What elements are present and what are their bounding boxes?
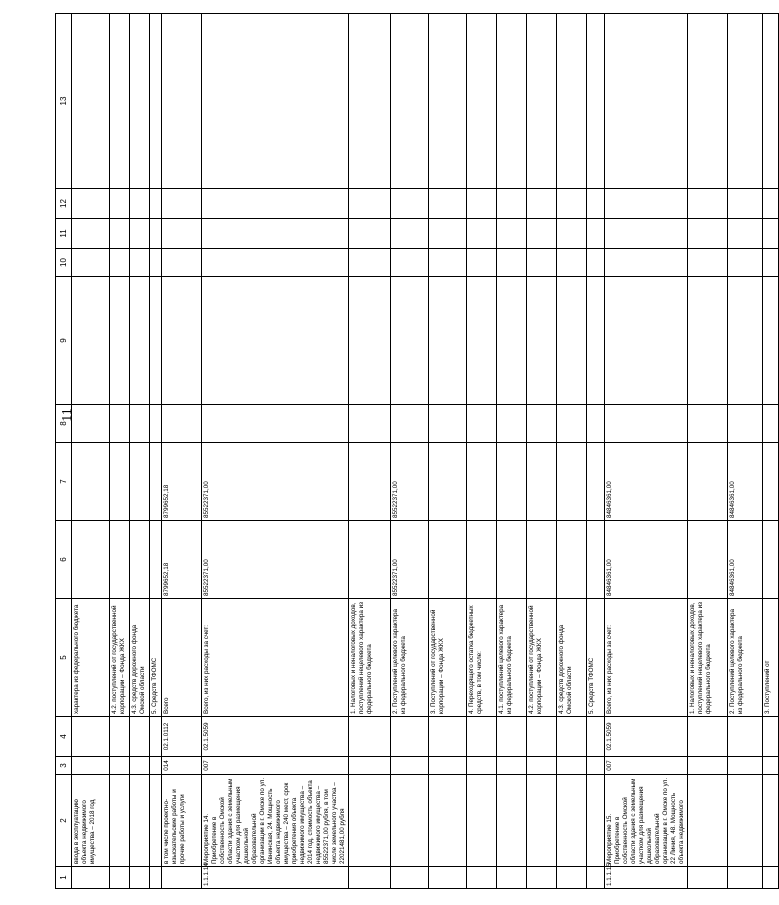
cell-col-1 — [429, 867, 467, 889]
cell-col-7 — [688, 443, 728, 521]
table-row — [688, 14, 728, 889]
cell-col-5: Всего, из них расходы за счет: — [605, 599, 688, 717]
table-row — [467, 14, 497, 889]
cell-col-7: 85522371,00 — [391, 443, 429, 521]
cell-col-2: Мероприятие 15. Приобретение в собственность Омской области здания с земельным участком для размещения дошкольной образовательной организации в г. Омске по ул. 22 Линия, 48. Мощность объекта недвижимого — [605, 775, 688, 867]
cell-col-2 — [130, 775, 150, 867]
cell-col-11 — [728, 219, 763, 249]
cell-col-3: 014 — [162, 757, 202, 775]
table-row — [728, 14, 763, 889]
cell-col-2 — [527, 775, 557, 867]
cell-col-6 — [429, 521, 467, 599]
cell-col-3 — [130, 757, 150, 775]
cell-col-13 — [688, 14, 728, 189]
cell-col-5: 2. Поступлений целевого характера из федерального бюджета — [728, 599, 763, 717]
cell-col-10 — [467, 249, 497, 277]
cell-col-3 — [72, 757, 110, 775]
cell-col-1 — [728, 867, 763, 889]
cell-col-5: Всего, из них расходы за счет: — [202, 599, 349, 717]
cell-col-2 — [349, 775, 391, 867]
cell-col-8 — [467, 405, 497, 443]
cell-col-4 — [467, 717, 497, 757]
cell-col-3: 007 — [605, 757, 688, 775]
cell-col-13 — [557, 14, 587, 189]
cell-col-8 — [497, 405, 527, 443]
cell-col-9 — [557, 277, 587, 405]
cell-col-7: 84846361,00 — [605, 443, 688, 521]
cell-col-6 — [497, 521, 527, 599]
cell-col-11 — [527, 219, 557, 249]
cell-col-9 — [728, 277, 763, 405]
cell-col-4: 02.1.5059 — [605, 717, 688, 757]
cell-col-5: 3. Поступлений от государственной корпорации – Фонда ЖКХ — [429, 599, 467, 717]
cell-col-12 — [391, 189, 429, 219]
column-number-7: 7 — [56, 443, 72, 521]
column-number-5: 5 — [56, 599, 72, 717]
cell-col-11 — [391, 219, 429, 249]
cell-col-4 — [429, 717, 467, 757]
cell-col-2 — [763, 775, 779, 867]
cell-col-1 — [688, 867, 728, 889]
cell-col-10 — [497, 249, 527, 277]
cell-col-6 — [587, 521, 605, 599]
cell-col-4 — [72, 717, 110, 757]
cell-col-1: 1.1.1.15 — [605, 867, 688, 889]
column-number-row — [56, 14, 72, 889]
cell-col-9 — [130, 277, 150, 405]
column-number-1: 1 — [56, 867, 72, 889]
cell-col-2 — [110, 775, 130, 867]
cell-col-13 — [349, 14, 391, 189]
cell-col-9 — [429, 277, 467, 405]
cell-col-1 — [72, 867, 110, 889]
cell-col-8 — [130, 405, 150, 443]
cell-col-12 — [688, 189, 728, 219]
table-row — [763, 14, 779, 889]
column-number-6: 6 — [56, 521, 72, 599]
cell-col-2 — [429, 775, 467, 867]
cell-col-8 — [763, 405, 779, 443]
cell-col-4 — [391, 717, 429, 757]
cell-col-3 — [527, 757, 557, 775]
cell-col-3 — [557, 757, 587, 775]
cell-col-13 — [202, 14, 349, 189]
cell-col-13 — [429, 14, 467, 189]
cell-col-7: 8799652,18 — [162, 443, 202, 521]
cell-col-1 — [162, 867, 202, 889]
cell-col-11 — [497, 219, 527, 249]
cell-col-7 — [349, 443, 391, 521]
cell-col-6 — [557, 521, 587, 599]
cell-col-6 — [349, 521, 391, 599]
cell-col-10 — [763, 249, 779, 277]
cell-col-7 — [763, 443, 779, 521]
cell-col-4 — [728, 717, 763, 757]
cell-col-12 — [467, 189, 497, 219]
table-row — [130, 14, 150, 889]
cell-col-7 — [527, 443, 557, 521]
cell-col-9 — [150, 277, 162, 405]
cell-col-5: 1. Налоговых и неналоговых доходов, поступлений нецелевого характера из федерального бюджета — [349, 599, 391, 717]
cell-col-6 — [467, 521, 497, 599]
cell-col-13 — [497, 14, 527, 189]
cell-col-11 — [467, 219, 497, 249]
cell-col-13 — [467, 14, 497, 189]
cell-col-6 — [527, 521, 557, 599]
cell-col-10 — [429, 249, 467, 277]
cell-col-6 — [688, 521, 728, 599]
cell-col-2 — [497, 775, 527, 867]
cell-col-3 — [587, 757, 605, 775]
cell-col-4 — [130, 717, 150, 757]
cell-col-13 — [110, 14, 130, 189]
cell-col-9 — [72, 277, 110, 405]
cell-col-4 — [110, 717, 130, 757]
cell-col-2 — [688, 775, 728, 867]
cell-col-5: 1. Налоговых и неналоговых доходов, поступлений нецелевого характера из федерального бюджета — [688, 599, 728, 717]
cell-col-2 — [557, 775, 587, 867]
cell-col-7 — [587, 443, 605, 521]
cell-col-10 — [110, 249, 130, 277]
cell-col-5: характера из федерального бюджета — [72, 599, 110, 717]
table-row — [557, 14, 587, 889]
cell-col-5: 5. Средств ТФОМС — [150, 599, 162, 717]
cell-col-12 — [202, 189, 349, 219]
cell-col-8 — [162, 405, 202, 443]
cell-col-1 — [150, 867, 162, 889]
cell-col-11 — [688, 219, 728, 249]
cell-col-7 — [72, 443, 110, 521]
cell-col-2: Мероприятие 14. Приобретение в собственность Омской области здания с земельным участком для размещения дошкольной образовательной организации в г. Омске по ул. Ивнинская, 24. Мощность объекта недвижимого имущества – 240 мест, срок приобретения объекта недвижимого имущества – 2014 год, стоимость объекта недвижимого имущества – 85522371,00 рубля, в том числе земельного участка – 22021481,00 рубля — [202, 775, 349, 867]
cell-col-6 — [110, 521, 130, 599]
cell-col-7 — [429, 443, 467, 521]
column-number-13: 13 — [56, 14, 72, 189]
cell-col-12 — [605, 189, 688, 219]
cell-col-2 — [391, 775, 429, 867]
cell-col-10 — [605, 249, 688, 277]
cell-col-1 — [587, 867, 605, 889]
cell-col-4 — [527, 717, 557, 757]
cell-col-8 — [527, 405, 557, 443]
cell-col-12 — [587, 189, 605, 219]
cell-col-10 — [150, 249, 162, 277]
cell-col-12 — [527, 189, 557, 219]
cell-col-12 — [497, 189, 527, 219]
cell-col-6: 8799652,18 — [162, 521, 202, 599]
cell-col-3 — [429, 757, 467, 775]
cell-col-5: 4.2. поступлений от государственной корпорации – Фонда ЖКХ — [527, 599, 557, 717]
cell-col-10 — [391, 249, 429, 277]
cell-col-3 — [467, 757, 497, 775]
cell-col-2 — [467, 775, 497, 867]
cell-col-9 — [349, 277, 391, 405]
cell-col-6 — [150, 521, 162, 599]
cell-col-3 — [391, 757, 429, 775]
cell-col-1 — [349, 867, 391, 889]
table-row — [605, 14, 688, 889]
cell-col-11 — [130, 219, 150, 249]
cell-col-8 — [391, 405, 429, 443]
cell-col-10 — [72, 249, 110, 277]
page-number: 11 — [60, 408, 75, 422]
cell-col-4 — [688, 717, 728, 757]
cell-col-9 — [467, 277, 497, 405]
cell-col-1 — [557, 867, 587, 889]
cell-col-9 — [497, 277, 527, 405]
cell-col-11 — [557, 219, 587, 249]
table-row — [202, 14, 349, 889]
column-number-3: 3 — [56, 757, 72, 775]
cell-col-10 — [527, 249, 557, 277]
cell-col-7 — [150, 443, 162, 521]
cell-col-2 — [728, 775, 763, 867]
column-number-10: 10 — [56, 249, 72, 277]
cell-col-12 — [162, 189, 202, 219]
cell-col-12 — [72, 189, 110, 219]
cell-col-8 — [349, 405, 391, 443]
cell-col-11 — [150, 219, 162, 249]
cell-col-1 — [497, 867, 527, 889]
cell-col-7 — [467, 443, 497, 521]
cell-col-10 — [162, 249, 202, 277]
cell-col-11 — [110, 219, 130, 249]
cell-col-3 — [688, 757, 728, 775]
cell-col-1 — [110, 867, 130, 889]
cell-col-5: 4.3. средств дорожного фонда Омской области — [557, 599, 587, 717]
table-row — [72, 14, 110, 889]
cell-col-10 — [202, 249, 349, 277]
cell-col-13 — [162, 14, 202, 189]
table-row — [527, 14, 557, 889]
budget-table — [55, 13, 779, 889]
cell-col-11 — [162, 219, 202, 249]
cell-col-9 — [605, 277, 688, 405]
cell-col-4 — [150, 717, 162, 757]
cell-col-3 — [497, 757, 527, 775]
cell-col-1 — [467, 867, 497, 889]
table-row — [150, 14, 162, 889]
cell-col-8 — [202, 405, 349, 443]
cell-col-11 — [349, 219, 391, 249]
cell-col-6 — [72, 521, 110, 599]
cell-col-1 — [130, 867, 150, 889]
cell-col-7 — [497, 443, 527, 521]
cell-col-4 — [557, 717, 587, 757]
cell-col-11 — [429, 219, 467, 249]
cell-col-6: 84846361,00 — [605, 521, 688, 599]
cell-col-3 — [728, 757, 763, 775]
column-number-12: 12 — [56, 189, 72, 219]
table-row — [349, 14, 391, 889]
cell-col-10 — [688, 249, 728, 277]
cell-col-8 — [587, 405, 605, 443]
cell-col-9 — [688, 277, 728, 405]
cell-col-9 — [763, 277, 779, 405]
cell-col-9 — [391, 277, 429, 405]
cell-col-10 — [728, 249, 763, 277]
cell-col-11 — [605, 219, 688, 249]
cell-col-12 — [763, 189, 779, 219]
table-row — [587, 14, 605, 889]
cell-col-8 — [557, 405, 587, 443]
cell-col-8 — [728, 405, 763, 443]
table-row — [497, 14, 527, 889]
cell-col-9 — [110, 277, 130, 405]
cell-col-2 — [587, 775, 605, 867]
table-row — [391, 14, 429, 889]
cell-col-6: 85522371,00 — [202, 521, 349, 599]
table-row — [110, 14, 130, 889]
cell-col-11 — [72, 219, 110, 249]
cell-col-12 — [557, 189, 587, 219]
cell-col-13 — [391, 14, 429, 189]
cell-col-9 — [587, 277, 605, 405]
cell-col-1 — [527, 867, 557, 889]
cell-col-10 — [587, 249, 605, 277]
cell-col-4 — [497, 717, 527, 757]
cell-col-8 — [688, 405, 728, 443]
cell-col-1: 1.1.1.14 — [202, 867, 349, 889]
cell-col-5: Всего — [162, 599, 202, 717]
cell-col-4: 02.1.5059 — [202, 717, 349, 757]
cell-col-3: 007 — [202, 757, 349, 775]
cell-col-1 — [763, 867, 779, 889]
cell-col-7 — [557, 443, 587, 521]
cell-col-12 — [429, 189, 467, 219]
cell-col-4 — [349, 717, 391, 757]
cell-col-5: 4. Переходящего остатка бюджетных средств, в том числе: — [467, 599, 497, 717]
cell-col-4 — [587, 717, 605, 757]
column-number-4: 4 — [56, 717, 72, 757]
cell-col-12 — [150, 189, 162, 219]
cell-col-12 — [130, 189, 150, 219]
cell-col-8 — [110, 405, 130, 443]
cell-col-6: 85522371,00 — [391, 521, 429, 599]
table-row — [429, 14, 467, 889]
cell-col-12 — [349, 189, 391, 219]
cell-col-8 — [150, 405, 162, 443]
cell-col-12 — [110, 189, 130, 219]
cell-col-13 — [728, 14, 763, 189]
column-number-8: 8 — [56, 405, 72, 443]
cell-col-5: 4.3. средств дорожного фонда Омской области — [130, 599, 150, 717]
column-number-11: 11 — [56, 219, 72, 249]
cell-col-5: 5. Средств ТФОМС — [587, 599, 605, 717]
cell-col-13 — [72, 14, 110, 189]
cell-col-1 — [391, 867, 429, 889]
cell-col-6 — [130, 521, 150, 599]
cell-col-2 — [150, 775, 162, 867]
cell-col-10 — [349, 249, 391, 277]
cell-col-4 — [763, 717, 779, 757]
table-row — [162, 14, 202, 889]
cell-col-9 — [202, 277, 349, 405]
cell-col-3 — [763, 757, 779, 775]
cell-col-7: 84846361,00 — [728, 443, 763, 521]
cell-col-12 — [728, 189, 763, 219]
rotated-table-sheet — [55, 14, 771, 889]
cell-col-9 — [527, 277, 557, 405]
cell-col-5: 4.1. поступлений целевого характера из федерального бюджета — [497, 599, 527, 717]
cell-col-2: в том числе проектно-изыскательские работы и прочие работы и услуги — [162, 775, 202, 867]
cell-col-2: ввода в эксплуатацию объекта недвижимого имущества – 2018 год — [72, 775, 110, 867]
cell-col-9 — [162, 277, 202, 405]
cell-col-3 — [110, 757, 130, 775]
cell-col-11 — [763, 219, 779, 249]
cell-col-7: 85522371,00 — [202, 443, 349, 521]
column-number-2: 2 — [56, 775, 72, 867]
cell-col-13 — [763, 14, 779, 189]
cell-col-3 — [349, 757, 391, 775]
cell-col-8 — [605, 405, 688, 443]
cell-col-7 — [110, 443, 130, 521]
cell-col-13 — [605, 14, 688, 189]
cell-col-4: 02.1.0112 — [162, 717, 202, 757]
cell-col-13 — [130, 14, 150, 189]
cell-col-10 — [130, 249, 150, 277]
cell-col-13 — [527, 14, 557, 189]
cell-col-6: 84846361,00 — [728, 521, 763, 599]
cell-col-7 — [130, 443, 150, 521]
cell-col-13 — [587, 14, 605, 189]
cell-col-5: 3. Поступлений от — [763, 599, 779, 717]
cell-col-11 — [587, 219, 605, 249]
cell-col-10 — [557, 249, 587, 277]
cell-col-8 — [429, 405, 467, 443]
cell-col-5: 4.2. поступлений от государственной корпорации – Фонда ЖКХ — [110, 599, 130, 717]
column-number-9: 9 — [56, 277, 72, 405]
cell-col-6 — [763, 521, 779, 599]
table-body — [72, 14, 779, 889]
cell-col-11 — [202, 219, 349, 249]
cell-col-13 — [150, 14, 162, 189]
cell-col-8 — [72, 405, 110, 443]
cell-col-3 — [150, 757, 162, 775]
cell-col-5: 2. Поступлений целевого характера из федерального бюджета — [391, 599, 429, 717]
